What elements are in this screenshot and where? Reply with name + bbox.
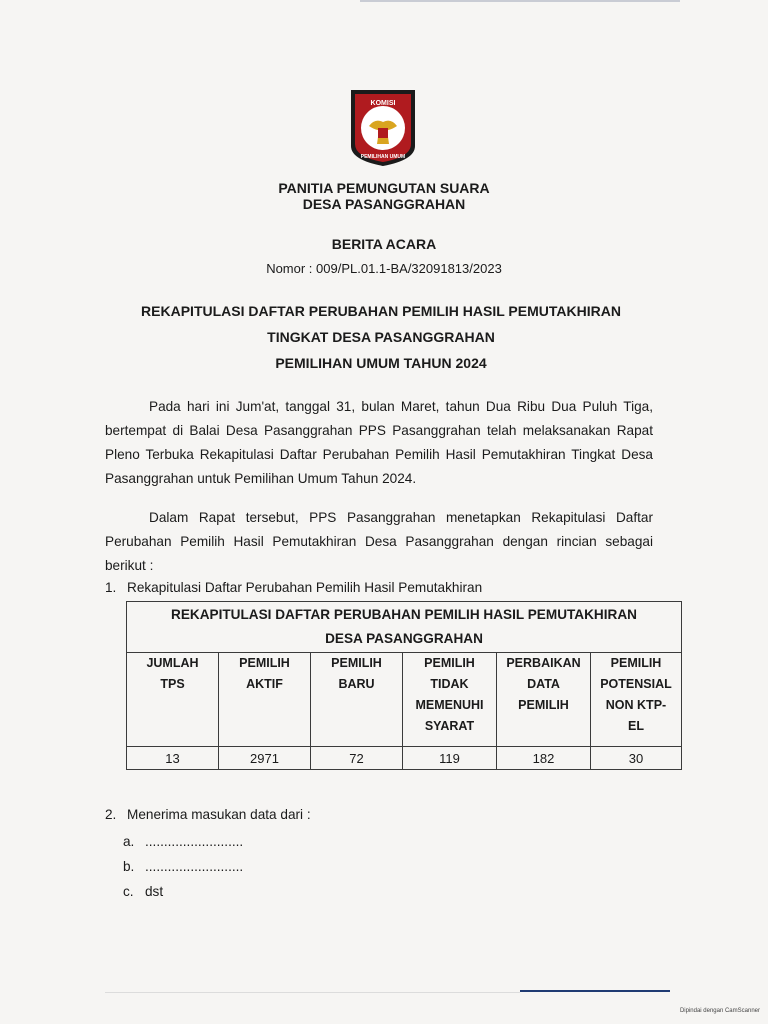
header-text: JUMLAH [146, 656, 199, 670]
title-line3: PEMILIHAN UMUM TAHUN 2024 [275, 355, 487, 371]
sub-item-a-label: a. [123, 834, 135, 849]
scan-edge-bottom [520, 990, 670, 992]
header-text: MEMENUHI [415, 698, 484, 712]
list-item-2 [105, 807, 311, 822]
rekap-values-row [127, 747, 682, 770]
logo-text-bottom: PEMILIHAN UMUM [360, 154, 406, 160]
logo-text-top: KOMISI [370, 100, 396, 107]
value-perbaikan-data: 182 [497, 747, 591, 770]
committee-line2: DESA PASANGGRAHAN [302, 196, 466, 212]
scan-edge-top [360, 0, 680, 2]
value-jumlah-tps: 13 [127, 747, 219, 770]
sub-item-b [123, 859, 243, 874]
header-text: PERBAIKAN [506, 656, 581, 670]
header-text: EL [628, 719, 644, 733]
header-text: PEMILIH [239, 656, 290, 670]
sub-item-c-label: c. [123, 884, 134, 899]
sub-item-a-text: .......................... [145, 834, 244, 849]
rekap-header-row [127, 653, 682, 747]
doc-title [0, 298, 765, 376]
value-pemilih-baru: 72 [311, 747, 403, 770]
rekap-title-line2: DESA PASANGGRAHAN [325, 631, 483, 646]
header-text: PEMILIH [331, 656, 382, 670]
list-item-1-label: Rekapitulasi Daftar Perubahan Pemilih Hasil Pemutakhiran [127, 580, 483, 595]
header-pemilih-baru [311, 653, 403, 747]
kpu-logo [347, 88, 419, 168]
title-line1: REKAPITULASI DAFTAR PERUBAHAN PEMILIH HASIL PEMUTAKHIRAN [141, 303, 621, 319]
list-item-1-number: 1. [105, 580, 117, 595]
rekap-title-line1: REKAPITULASI DAFTAR PERUBAHAN PEMILIH HASIL PEMUTAKHIRAN [171, 607, 637, 622]
list-item-2-label: Menerima masukan data dari : [127, 807, 311, 822]
header-text: DATA [527, 677, 560, 691]
sub-item-c-text: dst [145, 884, 164, 899]
committee-heading [0, 180, 768, 212]
paragraph-1: Pada hari ini Jum'at, tanggal 31, bulan Maret, tahun Dua Ribu Dua Puluh Tiga, bertempat di Balai Desa Pasanggrahan PPS Pasanggrahan telah melaksanakan Rapat Pleno Terbuka Rekapitulasi Daftar Perubahan Pemilih Hasil Pemutakhiran Tingkat Desa Pasanggrahan untuk Pemilihan Umum Tahun 2024. [105, 399, 653, 486]
sub-item-b-label: b. [123, 859, 135, 874]
header-text: PEMILIH [518, 698, 569, 712]
list-item-2-number: 2. [105, 807, 117, 822]
doc-type: BERITA ACARA [331, 236, 437, 252]
list-item-1 [105, 580, 482, 595]
rekap-table [126, 601, 682, 770]
committee-line1: PANITIA PEMUNGUTAN SUARA [278, 180, 490, 196]
header-perbaikan-data [497, 653, 591, 747]
header-text: PEMILIH [424, 656, 475, 670]
value-pemilih-aktif: 2971 [219, 747, 311, 770]
header-pemilih-aktif [219, 653, 311, 747]
header-text: AKTIF [246, 677, 283, 691]
header-text: POTENSIAL [600, 677, 672, 691]
sub-item-b-text: .......................... [145, 859, 244, 874]
scan-edge-bottom-light [105, 992, 520, 993]
header-text: BARU [338, 677, 375, 691]
value-pemilih-potensial: 30 [591, 747, 682, 770]
header-jumlah-tps [127, 653, 219, 747]
header-pemilih-potensial [591, 653, 682, 747]
scanner-watermark: Dipindai dengan CamScanner [679, 1008, 760, 1014]
rekap-table-title [127, 602, 682, 653]
header-text: TPS [160, 677, 185, 691]
header-pemilih-tms [403, 653, 497, 747]
header-text: NON KTP- [605, 698, 667, 712]
sub-item-c [123, 884, 163, 899]
header-text: TIDAK [430, 677, 469, 691]
title-line2: TINGKAT DESA PASANGGRAHAN [267, 329, 495, 345]
paragraph-2: Dalam Rapat tersebut, PPS Pasanggrahan menetapkan Rekapitulasi Daftar Perubahan Pemilih Hasil Pemutakhiran Desa Pasanggrahan dengan rincian sebagai berikut : [105, 510, 653, 573]
header-text: PEMILIH [610, 656, 662, 670]
sub-item-a [123, 834, 243, 849]
doc-number: Nomor : 009/PL.01.1-BA/32091813/2023 [266, 261, 502, 276]
header-text: SYARAT [424, 719, 475, 733]
value-pemilih-tms: 119 [403, 747, 497, 770]
